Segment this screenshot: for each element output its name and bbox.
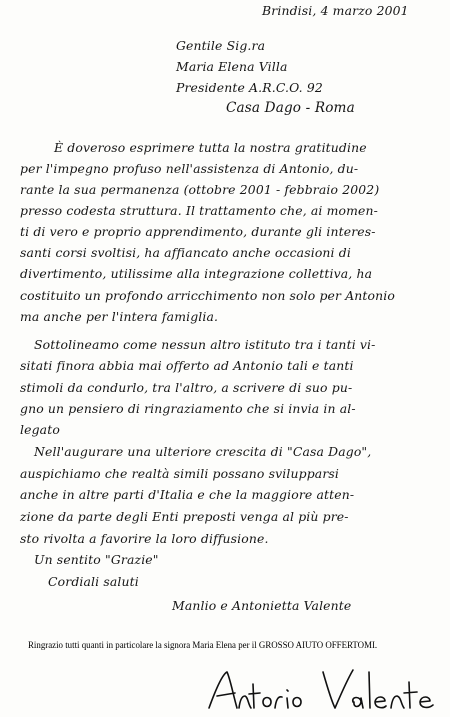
- letter-line: ti di vero e proprio apprendimento, durante gli interes-: [20, 224, 376, 239]
- letter-line: gno un pensiero di ringraziamento che si invia in al-: [20, 401, 356, 416]
- letter-line: anche in altre parti d'Italia e che la maggiore atten-: [20, 487, 355, 502]
- signature: [205, 668, 445, 718]
- letter-line: sto rivolta a favorire la loro diffusione.: [20, 531, 269, 546]
- closing-names: Manlio e Antonietta Valente: [172, 598, 352, 613]
- letter-line: ma anche per l'intera famiglia.: [20, 309, 219, 324]
- letter-line: Un sentito "Grazie": [34, 552, 159, 567]
- letter-line: Sottolineamo come nessun altro istituto tra i tanti vi-: [34, 337, 376, 352]
- recipient-line: Gentile Sig.ra: [176, 38, 266, 53]
- letter-line: costituito un profondo arricchimento non solo per Antonio: [20, 288, 396, 303]
- printed-note: Ringrazio tutti quanti in particolare la signora Maria Elena per il GROSSO AIUTO OFFERTOMI.: [28, 640, 378, 650]
- letter-line: santi corsi svoltisi, ha affiancato anche occasioni di: [20, 245, 351, 260]
- letter-line: È doveroso esprimere tutta la nostra gratitudine: [54, 140, 367, 155]
- letter-line: auspichiamo che realtà simili possano svilupparsi: [20, 466, 340, 481]
- letter-line: zione da parte degli Enti preposti venga al più pre-: [20, 509, 349, 524]
- recipient-line: Presidente A.R.C.O. 92: [176, 80, 323, 95]
- place-date: Brindisi, 4 marzo 2001: [262, 3, 409, 18]
- recipient-line: Casa Dago - Roma: [226, 100, 355, 116]
- letter-line: presso codesta struttura. Il trattamento che, ai momen-: [20, 203, 378, 218]
- letter-line: per l'impegno profuso nell'assistenza di Antonio, du-: [20, 161, 359, 176]
- letter-line: Cordiali saluti: [48, 574, 139, 589]
- letter-line: sitati finora abbia mai offerto ad Antonio tali e tanti: [20, 358, 354, 373]
- recipient-line: Maria Elena Villa: [176, 59, 288, 74]
- letter-line: legato: [20, 422, 60, 437]
- letter-line: Nell'augurare una ulteriore crescita di "Casa Dago",: [34, 444, 372, 459]
- letter-line: divertimento, utilissime alla integrazione collettiva, ha: [20, 266, 373, 281]
- letter-line: rante la sua permanenza (ottobre 2001 - febbraio 2002): [20, 182, 380, 197]
- letter-line: stimoli da condurlo, tra l'altro, a scrivere di suo pu-: [20, 380, 353, 395]
